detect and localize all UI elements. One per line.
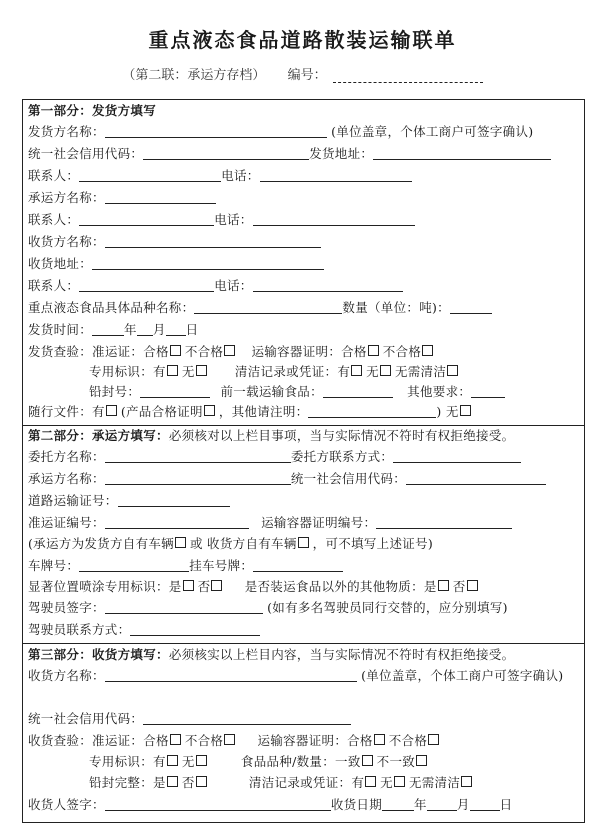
- phone-label: 电话：: [214, 278, 253, 293]
- receiver-name-label: 收货方名称：: [28, 234, 105, 249]
- shipper-name-label: 发货方名称：: [28, 124, 105, 139]
- docs-cert-label: (产品合格证明: [120, 404, 203, 419]
- other-goods-yes-checkbox[interactable]: [438, 580, 449, 591]
- mark-no-checkbox[interactable]: [196, 365, 207, 376]
- spray-mark-row: [28, 578, 581, 596]
- inspection-label: 发货查验：: [28, 344, 93, 359]
- carrier-credit-label: 统一社会信用代码：: [290, 471, 407, 486]
- carrier-name-field[interactable]: [105, 470, 291, 485]
- other-goods-label: 是否装运食品以外的其他物质：是: [244, 579, 437, 594]
- section3-note: 必须核实以上栏目内容，当与实际情况不符时有权拒绝接受。: [168, 647, 515, 662]
- plate-label: 车牌号：: [28, 558, 80, 573]
- driver-contact-label: 驾驶员联系方式：: [28, 622, 131, 637]
- docs-cert-checkbox[interactable]: [204, 405, 215, 416]
- mark-yes-checkbox[interactable]: [167, 755, 178, 766]
- quantity-label: 数量（单位：吨)：: [342, 300, 450, 315]
- shipper-contact-row: [28, 167, 581, 185]
- permit-fail-checkbox[interactable]: [224, 734, 235, 745]
- number-field[interactable]: [333, 70, 483, 83]
- inspection-label: 收货查验：: [28, 733, 93, 748]
- no-label: 无: [181, 754, 195, 769]
- fail-label: 不合格: [184, 733, 224, 748]
- container-pass-checkbox[interactable]: [374, 734, 385, 745]
- docs-label: 随行文件：: [28, 404, 93, 419]
- receiver-contact-row: [28, 277, 581, 295]
- own-vehicle-note-c: ，可不填写上述证号): [312, 536, 434, 551]
- fail-label: 不合格: [382, 344, 422, 359]
- seal-ok-yes-checkbox[interactable]: [167, 776, 178, 787]
- ship-address-label: 发货地址：: [309, 146, 374, 161]
- carrier-contact-row: [28, 211, 581, 229]
- yes-label: 有: [337, 364, 351, 379]
- special-mark-label: 专用标识：: [89, 754, 154, 769]
- receiver-credit-row: [28, 710, 581, 728]
- receiver-address-label: 收货地址：: [28, 256, 93, 271]
- clean-record-label: 清洁记录或凭证：: [234, 364, 338, 379]
- month-label: 月: [152, 322, 166, 337]
- permit-pass-checkbox[interactable]: [170, 345, 181, 356]
- shipper-name-field[interactable]: [105, 123, 327, 138]
- plate-field[interactable]: [79, 557, 189, 572]
- contact-label: 联系人：: [28, 168, 80, 183]
- credit-code-field[interactable]: [143, 710, 351, 725]
- section3-heading-row: [28, 646, 581, 664]
- carrier-name-label: 承运方名称：: [28, 190, 105, 205]
- docs-yes-checkbox[interactable]: [106, 405, 117, 416]
- phone-label: 电话：: [214, 212, 253, 227]
- section-carrier: [23, 425, 584, 644]
- phone-field[interactable]: [253, 211, 415, 226]
- ship-month-field[interactable]: [137, 321, 153, 336]
- pass-label: 合格: [143, 733, 169, 748]
- container-fail-checkbox[interactable]: [422, 345, 433, 356]
- clean-no-checkbox[interactable]: [380, 365, 391, 376]
- clean-yes-checkbox[interactable]: [365, 776, 376, 787]
- contact-label: 联系人：: [28, 278, 80, 293]
- section1-heading: 第一部分：发货方填写: [28, 103, 157, 118]
- spray-yes-checkbox[interactable]: [183, 580, 194, 591]
- ship-address-field[interactable]: [373, 145, 551, 160]
- shipper-own-vehicle-checkbox[interactable]: [175, 537, 186, 548]
- seal-ok-no-checkbox[interactable]: [196, 776, 207, 787]
- clean-no-checkbox[interactable]: [394, 776, 405, 787]
- carrier-name-label: 承运方名称：: [28, 471, 105, 486]
- section-receiver: [23, 643, 584, 822]
- credit-code-field[interactable]: [143, 145, 309, 160]
- credit-code-label: 统一社会信用代码：: [28, 711, 144, 726]
- no-clean-label: 无需清洁: [408, 775, 461, 790]
- permit-label: 准运证：: [92, 733, 144, 748]
- no-label: 无: [380, 775, 393, 790]
- yes-label: 有: [351, 775, 365, 790]
- copy-label: （第二联：承运方存档）: [122, 68, 266, 83]
- form-subtitle: [0, 64, 605, 83]
- credit-code-label: 统一社会信用代码：: [28, 146, 144, 161]
- section2-heading-row: [28, 427, 581, 445]
- no-label: 否: [452, 579, 466, 594]
- seal-note: (单位盖章，个体工商户可签字确认): [331, 124, 534, 139]
- receiver-name-row: [28, 233, 581, 251]
- road-permit-row: [28, 492, 581, 510]
- ship-day-field[interactable]: [166, 321, 186, 336]
- receiver-sign-label: 收货人签字：: [28, 797, 105, 812]
- permit-fail-checkbox[interactable]: [224, 345, 235, 356]
- clean-not-needed-checkbox[interactable]: [447, 365, 458, 376]
- shipper-name-row: [28, 123, 581, 141]
- container-pass-checkbox[interactable]: [368, 345, 379, 356]
- contact-field[interactable]: [79, 211, 214, 226]
- ship-time-label: 发货时间：: [28, 322, 93, 337]
- no-label: 否: [197, 579, 211, 594]
- container-cert-label: 运输容器证明：: [251, 344, 342, 359]
- ship-year-field[interactable]: [92, 321, 124, 336]
- own-vehicle-note-a: (承运方为发货方自有车辆: [28, 536, 174, 551]
- receiver-sign-row: [28, 796, 581, 814]
- permit-no-field[interactable]: [105, 514, 249, 529]
- form-title: 重点液态食品道路散装运输联单: [148, 28, 457, 52]
- permit-no-row: [28, 514, 581, 532]
- mark-yes-checkbox[interactable]: [167, 365, 178, 376]
- carrier-credit-field[interactable]: [406, 470, 546, 485]
- consignor-row: [28, 448, 581, 466]
- road-permit-label: 道路运输证号：: [28, 493, 118, 508]
- fail-label: 不合格: [388, 733, 428, 748]
- container-no-label: 运输容器证明编号：: [261, 515, 377, 530]
- receive-seal-row: [89, 774, 581, 792]
- food-row: [28, 299, 581, 317]
- carrier-name-field[interactable]: [105, 189, 216, 204]
- consignor-label: 委托方名称：: [28, 449, 105, 464]
- seal-no-label: 铅封号：: [89, 384, 141, 399]
- receiver-own-vehicle-checkbox[interactable]: [298, 537, 309, 548]
- receive-mark-row: [89, 753, 581, 771]
- driver-contact-row: [28, 621, 581, 639]
- phone-label: 电话：: [221, 168, 260, 183]
- docs-no-checkbox[interactable]: [460, 405, 471, 416]
- driver-sign-field[interactable]: [105, 599, 263, 614]
- receive-year-field[interactable]: [382, 796, 414, 811]
- contact-label: 联系人：: [28, 212, 80, 227]
- seal-no-field[interactable]: [140, 383, 210, 398]
- is-label: 是: [153, 775, 166, 790]
- day-label: 日: [499, 797, 513, 812]
- section2-note: 必须核对以上栏目事项，当与实际情况不符时有权拒绝接受。: [168, 428, 515, 443]
- container-cert-label: 运输容器证明：: [257, 733, 348, 748]
- container-no-field[interactable]: [376, 514, 512, 529]
- docs-other-field[interactable]: [308, 403, 436, 418]
- road-permit-field[interactable]: [118, 492, 230, 507]
- quantity-field[interactable]: [450, 299, 492, 314]
- other-req-label: 其他要求：: [407, 384, 472, 399]
- seal-ok-label: 铅封完整：: [89, 775, 154, 790]
- mark-no-checkbox[interactable]: [196, 755, 207, 766]
- own-vehicle-note-b: 或 收货方自有车辆: [189, 536, 297, 551]
- clean-record-label: 清洁记录或凭证：: [248, 775, 352, 790]
- match-checkbox[interactable]: [362, 755, 373, 766]
- special-mark-row: [89, 363, 581, 381]
- phone-field[interactable]: [253, 277, 403, 292]
- contact-field[interactable]: [79, 277, 214, 292]
- clean-yes-checkbox[interactable]: [351, 365, 362, 376]
- no-clean-label: 无需清洁: [394, 364, 447, 379]
- section3-heading: 第三部分：收货方填写：: [28, 647, 169, 662]
- section2-heading: 第二部分：承运方填写：: [28, 428, 169, 443]
- clean-not-needed-checkbox[interactable]: [461, 776, 472, 787]
- permit-no-label: 准运证编号：: [28, 515, 105, 530]
- driver-contact-field[interactable]: [130, 621, 260, 636]
- seal-row: [89, 383, 581, 401]
- prev-food-label: 前一载运输食品：: [220, 384, 323, 399]
- container-fail-checkbox[interactable]: [428, 734, 439, 745]
- match-label: 一致: [335, 754, 361, 769]
- inspection-row: [28, 343, 581, 361]
- driver-note: (如有多名驾驶员同行交替的，应分别填写): [267, 600, 508, 615]
- docs-yes-label: 有: [92, 404, 105, 419]
- month-label: 月: [456, 797, 470, 812]
- driver-sign-label: 驾驶员签字：: [28, 600, 105, 615]
- day-label: 日: [185, 322, 199, 337]
- receiver-name-field[interactable]: [105, 667, 357, 682]
- mismatch-label: 不一致: [376, 754, 416, 769]
- receiver-address-row: [28, 255, 581, 273]
- waybill-form: [22, 99, 585, 823]
- spray-mark-label: 显著位置喷涂专用标识：是: [28, 579, 182, 594]
- permit-label: 准运证：: [92, 344, 144, 359]
- receive-day-field[interactable]: [470, 796, 500, 811]
- section-shipper: [23, 100, 584, 426]
- receive-month-field[interactable]: [427, 796, 457, 811]
- receiver-name-label: 收货方名称：: [28, 668, 105, 683]
- pass-label: 合格: [341, 344, 367, 359]
- prev-food-field[interactable]: [323, 383, 393, 398]
- number-label: 编号：: [287, 68, 327, 83]
- pass-label: 合格: [347, 733, 373, 748]
- no-label: 无: [181, 364, 195, 379]
- consignor-field[interactable]: [105, 448, 291, 463]
- receiver-sign-field[interactable]: [105, 796, 331, 811]
- docs-other-label: ，其他请注明：: [218, 404, 309, 419]
- food-name-field[interactable]: [194, 299, 342, 314]
- trailer-field[interactable]: [253, 557, 343, 572]
- receiver-name-row: [28, 667, 581, 685]
- food-name-label: 重点液态食品具体品种名称：: [28, 300, 195, 315]
- seal-note: (单位盖章，个体工商户可签字确认): [361, 668, 564, 683]
- not-label: 否: [181, 775, 195, 790]
- phone-field[interactable]: [260, 167, 412, 182]
- docs-end-label: ): [436, 404, 442, 419]
- yes-label: 有: [153, 754, 166, 769]
- contact-field[interactable]: [79, 167, 221, 182]
- trailer-label: 挂车号牌：: [189, 558, 254, 573]
- credit-address-row: [28, 145, 581, 163]
- docs-no-label: 无: [445, 404, 459, 419]
- spray-no-checkbox[interactable]: [211, 580, 222, 591]
- receiver-name-field[interactable]: [105, 233, 321, 248]
- fail-label: 不合格: [184, 344, 224, 359]
- mismatch-checkbox[interactable]: [416, 755, 427, 766]
- year-label: 年: [124, 322, 137, 337]
- food-qty-label: 食品品种/数量：: [240, 754, 336, 769]
- ship-time-row: [28, 321, 581, 339]
- consignor-contact-label: 委托方联系方式：: [290, 449, 394, 464]
- year-label: 年: [414, 797, 427, 812]
- receiver-address-field[interactable]: [92, 255, 324, 270]
- other-req-field[interactable]: [471, 383, 505, 398]
- permit-pass-checkbox[interactable]: [170, 734, 181, 745]
- plate-row: [28, 557, 581, 575]
- carrier-row: [28, 470, 581, 488]
- yes-label: 有: [153, 364, 166, 379]
- docs-row: [28, 403, 581, 421]
- driver-sign-row: [28, 599, 581, 617]
- receive-inspection-row: [28, 732, 581, 750]
- receive-date-label: 收货日期: [330, 797, 383, 812]
- special-mark-label: 专用标识：: [89, 364, 154, 379]
- other-goods-no-checkbox[interactable]: [467, 580, 478, 591]
- pass-label: 合格: [143, 344, 169, 359]
- no-label: 无: [366, 364, 379, 379]
- consignor-contact-field[interactable]: [393, 448, 521, 463]
- carrier-name-row: [28, 189, 581, 207]
- own-vehicle-row: [28, 535, 581, 553]
